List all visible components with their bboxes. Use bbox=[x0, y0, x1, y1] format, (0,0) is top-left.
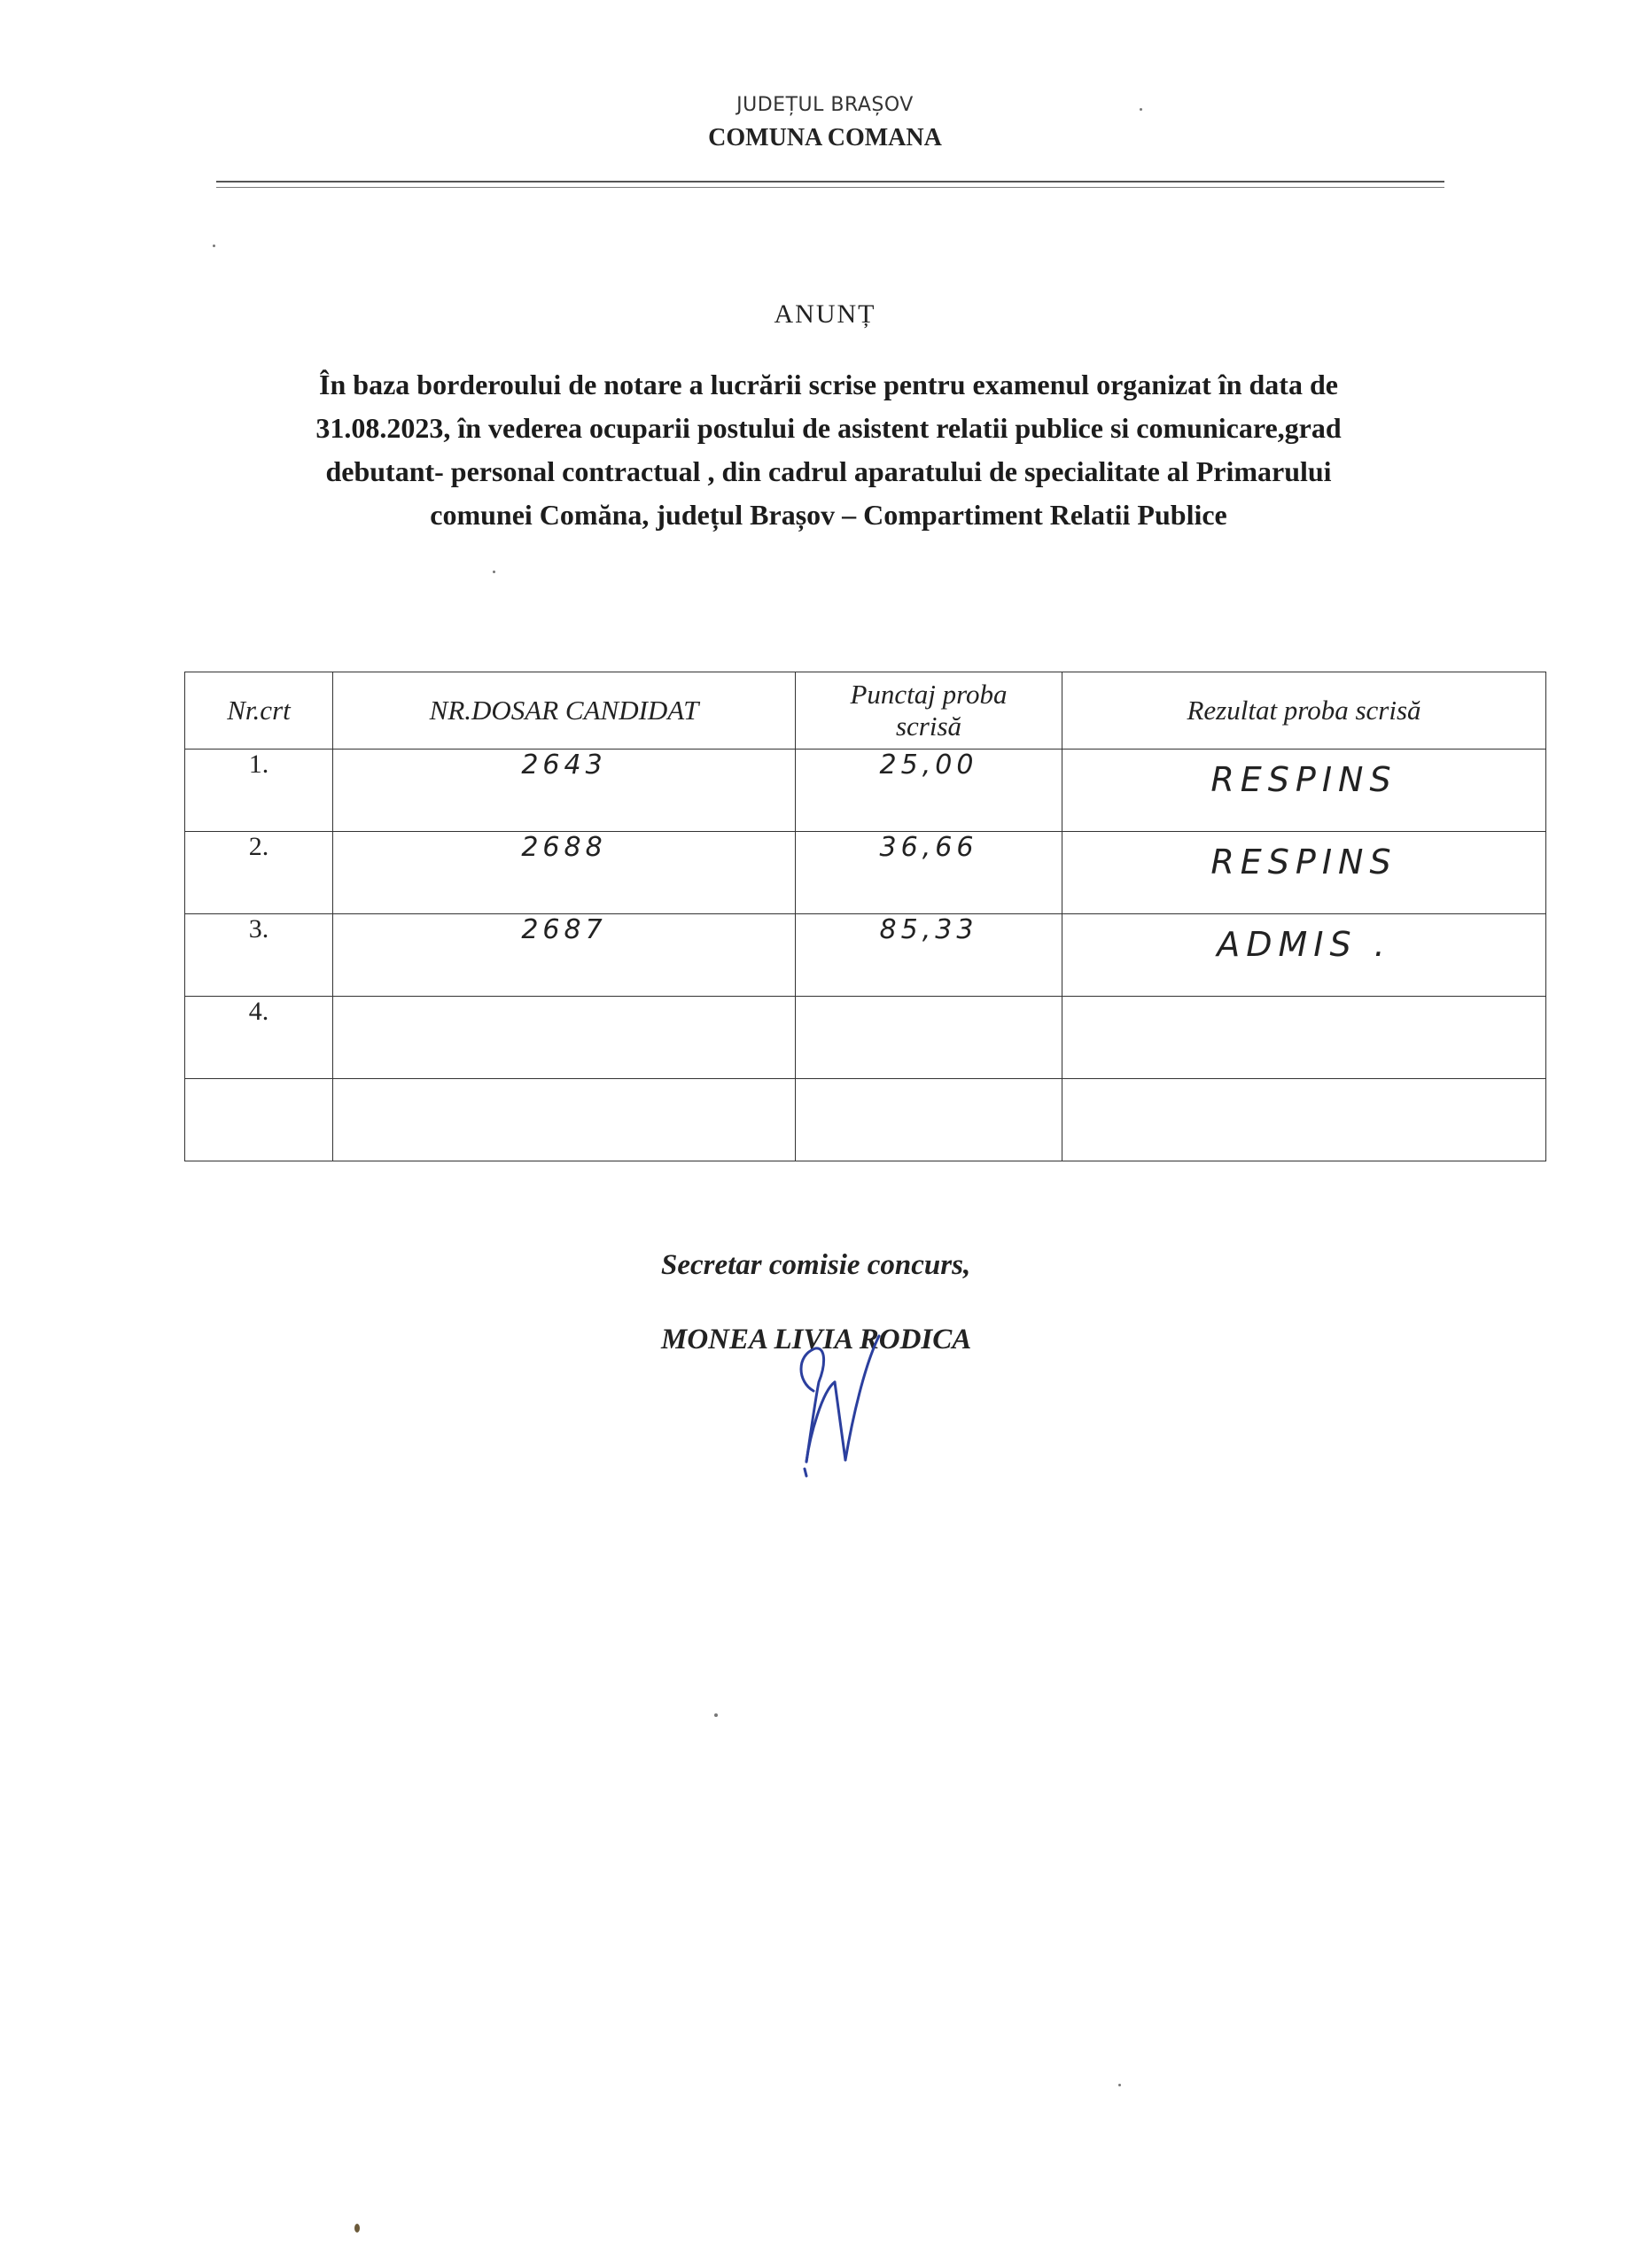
row-rezultat bbox=[1062, 1079, 1546, 1161]
table-row bbox=[185, 832, 1546, 914]
row-nr: 2. bbox=[185, 832, 333, 914]
scan-speck bbox=[213, 245, 215, 247]
table-header-row bbox=[185, 672, 1546, 750]
table-row bbox=[185, 1079, 1546, 1161]
header-rezultat: Rezultat proba scrisă bbox=[1062, 672, 1546, 750]
header-nr-dosar: NR.DOSAR CANDIDAT bbox=[333, 672, 796, 750]
signatory-name: MONEA LIVIA RODICA bbox=[661, 1324, 972, 1355]
header-punctaj-label: Punctaj proba scrisă bbox=[850, 679, 1008, 742]
scan-speck bbox=[714, 1713, 718, 1717]
row-dosar bbox=[333, 997, 796, 1079]
row-dosar bbox=[333, 1079, 796, 1161]
scan-speck bbox=[1140, 108, 1142, 111]
row-dosar: 2643 bbox=[333, 750, 796, 832]
row-punctaj: 85,33 bbox=[796, 914, 1062, 997]
announcement-title: ANUNȚ bbox=[774, 299, 876, 329]
row-nr: 3. bbox=[185, 914, 333, 997]
row-nr: 4. bbox=[185, 997, 333, 1079]
header-divider bbox=[216, 181, 1444, 183]
signature-title: Secretar comisie concurs, bbox=[661, 1249, 971, 1281]
header-nr-crt: Nr.crt bbox=[185, 672, 333, 750]
header-divider-thin bbox=[216, 187, 1444, 188]
row-rezultat: RESPINS bbox=[1062, 832, 1546, 914]
row-nr bbox=[185, 1079, 333, 1161]
handwritten-signature bbox=[780, 1329, 904, 1488]
row-rezultat: RESPINS bbox=[1062, 750, 1546, 832]
table-row bbox=[185, 750, 1546, 832]
row-rezultat bbox=[1062, 997, 1546, 1079]
scan-speck bbox=[354, 2224, 360, 2233]
announcement-line: comunei Comăna, județul Brașov – Compartiment Relatii Publice bbox=[430, 499, 1227, 531]
announcement-line: 31.08.2023, în vederea ocuparii postului de asistent relatii publice si comunicare,grad bbox=[315, 412, 1342, 444]
row-punctaj bbox=[796, 1079, 1062, 1161]
table-row bbox=[185, 914, 1546, 997]
announcement-body bbox=[213, 363, 1444, 537]
row-dosar: 2688 bbox=[333, 832, 796, 914]
row-dosar: 2687 bbox=[333, 914, 796, 997]
row-rezultat: ADMIS . bbox=[1062, 914, 1546, 997]
table-row bbox=[185, 997, 1546, 1079]
results-table bbox=[184, 672, 1546, 1161]
county-name: JUDEȚUL BRAȘOV bbox=[736, 94, 914, 116]
scan-speck bbox=[1118, 2084, 1121, 2086]
commune-name: COMUNA COMANA bbox=[708, 124, 942, 151]
row-punctaj: 25,00 bbox=[796, 750, 1062, 832]
announcement-line: În baza borderoului de notare a lucrării scrise pentru examenul organizat în data de bbox=[319, 369, 1338, 400]
header-punctaj bbox=[796, 672, 1062, 750]
scan-speck bbox=[493, 571, 495, 573]
announcement-line: debutant- personal contractual , din cadrul aparatului de specialitate al Primarului bbox=[325, 455, 1332, 487]
row-punctaj: 36,66 bbox=[796, 832, 1062, 914]
row-punctaj bbox=[796, 997, 1062, 1079]
row-nr: 1. bbox=[185, 750, 333, 832]
